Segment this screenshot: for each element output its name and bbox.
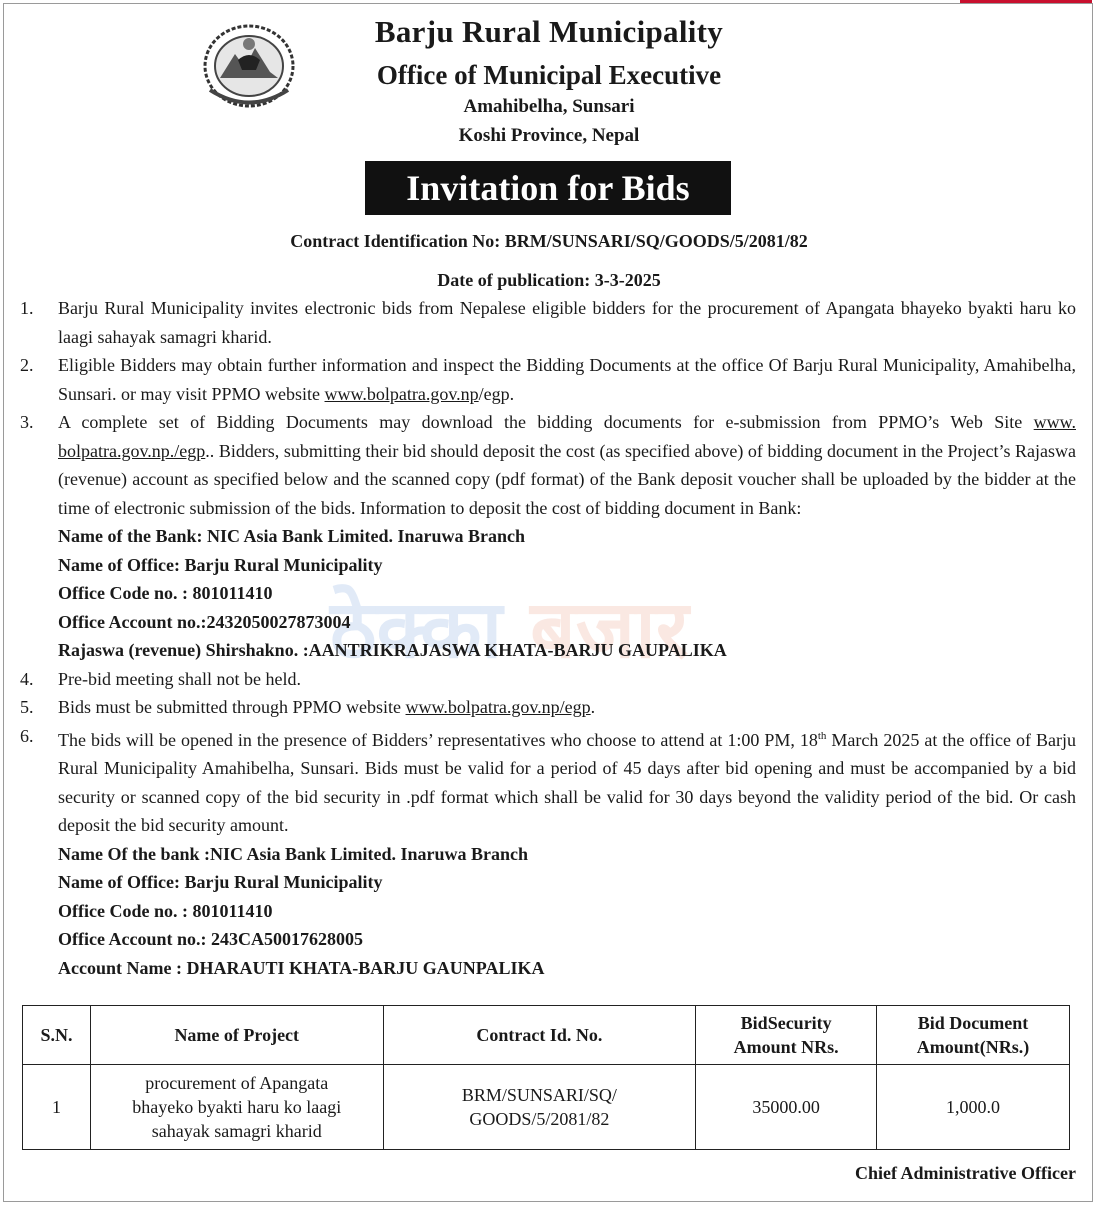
- item-text-part: .: [590, 697, 596, 717]
- header-project: Name of Project: [90, 1006, 383, 1065]
- item-text-part: The bids will be opened in the presence of Bidders’ representatives who choose to attend at 1:00 PM, 18: [58, 729, 818, 750]
- item-text: Pre-bid meeting shall not be held.: [58, 668, 301, 689]
- address-line-2: Koshi Province, Nepal: [458, 125, 640, 146]
- list-item: [20, 722, 1076, 840]
- cell-project-line: sahayak samagri kharid: [151, 1121, 322, 1141]
- bank-detail-code: Office Code no. : 801011410: [58, 583, 273, 603]
- item-text: [58, 693, 1076, 722]
- cell-contract-line: GOODS/5/2081/82: [469, 1109, 610, 1129]
- watermark-part-2: बजार: [530, 583, 689, 676]
- item-number: 4.: [20, 668, 34, 689]
- bank-detail-account: Office Account no.:2432050027873004: [58, 611, 351, 632]
- office-title: Office of Municipal Executive: [376, 60, 722, 90]
- cell-contract: [383, 1065, 696, 1150]
- header-document-line-1: Bid Document: [917, 1013, 1029, 1033]
- list-item: [20, 351, 1076, 408]
- item-text-part: A complete set of Bidding Documents may download the bidding documents for e-submission from PPMO’s Web Site: [58, 412, 1034, 432]
- notice-body: [20, 294, 1076, 982]
- municipality-title: Barju Rural Municipality: [374, 14, 724, 49]
- item-text-part: March 2025 at the office of Barju Rural Municipality Amahibelha, Sunsari. Bids must be valid for a period of 45 days after bid opening and must be accompanied by a bid security or scanned copy of the bid security in .pdf format which shall be valid for 30 days beyond the validity period of the bid. Or cash deposit the bid security amount.: [58, 729, 1076, 835]
- ppmo-link[interactable]: www. bolpatra.gov.np./egp: [58, 412, 1076, 461]
- table-header-row: [23, 1006, 1070, 1065]
- bid-table: [22, 1005, 1070, 1150]
- bank-detail-bank: Name Of the bank :NIC Asia Bank Limited. Inaruwa Branch: [58, 843, 529, 864]
- item-text-part: Bids must be submitted through PPMO website: [58, 697, 406, 717]
- item-number: 1.: [20, 298, 34, 318]
- header-contract: Contract Id. No.: [383, 1006, 696, 1065]
- top-accent-bar: [960, 0, 1092, 3]
- cell-sn: 1: [23, 1065, 91, 1150]
- bank-detail-account-name: Account Name : DHARAUTI KHATA-BARJU GAUNPALIKA: [58, 957, 545, 978]
- header-security: [696, 1006, 877, 1065]
- item-text: [58, 351, 1076, 408]
- list-item: [20, 665, 1076, 694]
- bank-detail-bank: Name of the Bank: NIC Asia Bank Limited. Inaruwa Branch: [58, 526, 526, 546]
- header-security-line-1: BidSecurity: [740, 1013, 832, 1033]
- signature: Chief Administrative Officer: [855, 1163, 1076, 1183]
- cell-contract-line: BRM/SUNSARI/SQ/: [461, 1085, 617, 1105]
- item-number: 5.: [20, 697, 34, 717]
- cell-document: 1,000.0: [877, 1065, 1070, 1150]
- item-text-part: .. Bidders, submitting their bid should deposit the cost (as specified above) of bidding document in the Project’s Rajaswa (revenue) account as specified below and the scanned copy (pdf format) of the Bank deposit voucher shall be uploaded by the bidder at the time of electronic submission of the bids. Information to deposit the cost of bidding document in Bank:: [58, 440, 1076, 518]
- notice-title: Invitation for Bids: [406, 168, 690, 208]
- header-document-line-2: Amount(NRs.): [916, 1037, 1030, 1057]
- item-text: [58, 722, 1076, 840]
- header-sn: S.N.: [23, 1006, 91, 1065]
- header-document: [877, 1006, 1070, 1065]
- cell-project: [90, 1065, 383, 1150]
- notice-title-banner: [365, 161, 731, 215]
- cell-security: 35000.00: [696, 1065, 877, 1150]
- bank-detail-rajaswa: Rajaswa (revenue) Shirshakno. :AANTRIKRAJASWA KHATA-BARJU GAUPALIKA: [58, 640, 727, 660]
- watermark-part-1: ठेक्का: [330, 583, 503, 676]
- bank-detail-account: Office Account no.: 243CA50017628005: [58, 929, 363, 949]
- list-item: [20, 408, 1076, 522]
- publication-date: Date of publication: 3-3-2025: [437, 270, 661, 290]
- address-line-1: Amahibelha, Sunsari: [463, 96, 635, 117]
- item-text-part: /egp.: [478, 383, 515, 404]
- ordinal-suffix: th: [817, 729, 827, 742]
- cell-project-line: bhayeko byakti haru ko laagi: [132, 1097, 342, 1117]
- list-item: [20, 693, 1076, 722]
- table-row: [23, 1065, 1070, 1150]
- header-security-line-2: Amount NRs.: [733, 1037, 839, 1057]
- contract-identification: Contract Identification No: BRM/SUNSARI/SQ/GOODS/5/2081/82: [290, 231, 808, 251]
- item-text: Barju Rural Municipality invites electronic bids from Nepalese eligible bidders for the procurement of Apangata bhayeko byakti haru ko laagi sahayak samagri kharid.: [58, 298, 1076, 347]
- cell-project-line: procurement of Apangata: [145, 1073, 329, 1093]
- ppmo-link[interactable]: www.bolpatra.gov.np: [324, 383, 479, 404]
- item-text-part: Eligible Bidders may obtain further information and inspect the Bidding Documents at the office Of Barju Rural Municipality, Amahibelha, Sunsari. or may visit PPMO website: [58, 355, 1076, 404]
- list-item: [20, 294, 1076, 351]
- bank-detail-code: Office Code no. : 801011410: [58, 900, 273, 921]
- item-number: 6.: [20, 725, 34, 746]
- ppmo-link[interactable]: www.bolpatra.gov.np/egp: [405, 697, 591, 717]
- item-text: [58, 408, 1076, 522]
- bank-detail-office: Name of Office: Barju Rural Municipality: [58, 872, 383, 892]
- item-number: 3.: [20, 412, 34, 432]
- bank-detail-office: Name of Office: Barju Rural Municipality: [58, 554, 383, 575]
- item-number: 2.: [20, 355, 34, 375]
